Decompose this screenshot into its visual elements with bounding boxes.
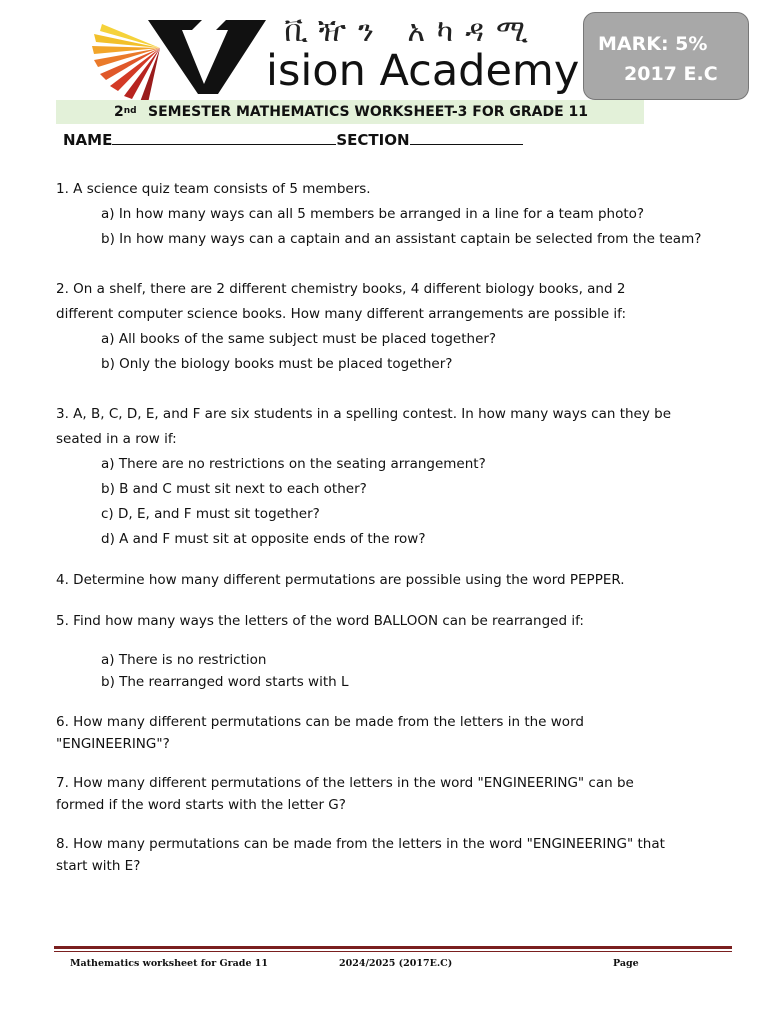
- question-6-line2: "ENGINEERING"?: [56, 736, 170, 752]
- question-3-line1: 3. A, B, C, D, E, and F are six students in a spelling contest. In how many ways can they be: [56, 406, 672, 422]
- question-7-line2: formed if the word starts with the letter G?: [56, 797, 346, 813]
- question-4: 4. Determine how many different permutations are possible using the word PEPPER.: [56, 572, 625, 588]
- question-3-line2: seated in a row if:: [56, 431, 177, 447]
- section-label: SECTION: [336, 131, 410, 149]
- question-8-line1: 8. How many permutations can be made from the letters in the word "ENGINEERING" that: [56, 836, 665, 852]
- footer-left: Mathematics worksheet for Grade 11: [70, 958, 269, 969]
- mark-label: MARK: 5%: [598, 33, 708, 55]
- section-field[interactable]: [410, 130, 523, 145]
- title-ordinal: 2nd: [114, 104, 137, 120]
- mark-box: [583, 12, 749, 100]
- name-section-line: [63, 130, 523, 149]
- title-text: SEMESTER MATHEMATICS WORKSHEET-3 FOR GRADE 11: [148, 104, 589, 120]
- question-7-line1: 7. How many different permutations of the letters in the word "ENGINEERING" can be: [56, 775, 634, 791]
- question-6-line1: 6. How many different permutations can be made from the letters in the word: [56, 714, 584, 730]
- question-2-line1: 2. On a shelf, there are 2 different chemistry books, 4 different biology books, and 2: [56, 281, 626, 297]
- question-8-line2: start with E?: [56, 858, 141, 874]
- logo-sunburst-icon: [88, 8, 288, 100]
- footer-rule-thin: [54, 951, 732, 952]
- question-3d: d) A and F must sit at opposite ends of the row?: [101, 531, 426, 547]
- worksheet-title: [56, 100, 644, 124]
- question-1b: b) In how many ways can a captain and an assistant captain be selected from the team?: [101, 231, 702, 247]
- footer-page: Page: [613, 958, 639, 969]
- name-label: NAME: [63, 131, 113, 149]
- question-2a: a) All books of the same subject must be placed together?: [101, 331, 497, 347]
- question-5: 5. Find how many ways the letters of the word BALLOON can be rearranged if:: [56, 613, 584, 629]
- footer-center: 2024/2025 (2017E.C): [339, 958, 453, 969]
- footer-rule: [54, 946, 732, 949]
- question-1a: a) In how many ways can all 5 members be arranged in a line for a team photo?: [101, 206, 645, 222]
- question-5a: a) There is no restriction: [101, 652, 267, 668]
- question-1: 1. A science quiz team consists of 5 members.: [56, 181, 371, 197]
- name-field[interactable]: [112, 130, 336, 145]
- logo-v-shape: [148, 20, 266, 94]
- question-5b: b) The rearranged word starts with L: [101, 674, 349, 690]
- question-2b: b) Only the biology books must be placed together?: [101, 356, 453, 372]
- question-3b: b) B and C must sit next to each other?: [101, 481, 367, 497]
- academy-amharic-name: ቪዥን አካዳሚ: [284, 14, 541, 49]
- year-label: 2017 E.C: [624, 63, 718, 85]
- academy-name: ision Academy: [266, 46, 580, 96]
- question-3c: c) D, E, and F must sit together?: [101, 506, 320, 522]
- question-2-line2: different computer science books. How many different arrangements are possible if:: [56, 306, 626, 322]
- academy-logo: [88, 8, 580, 100]
- question-3a: a) There are no restrictions on the seating arrangement?: [101, 456, 486, 472]
